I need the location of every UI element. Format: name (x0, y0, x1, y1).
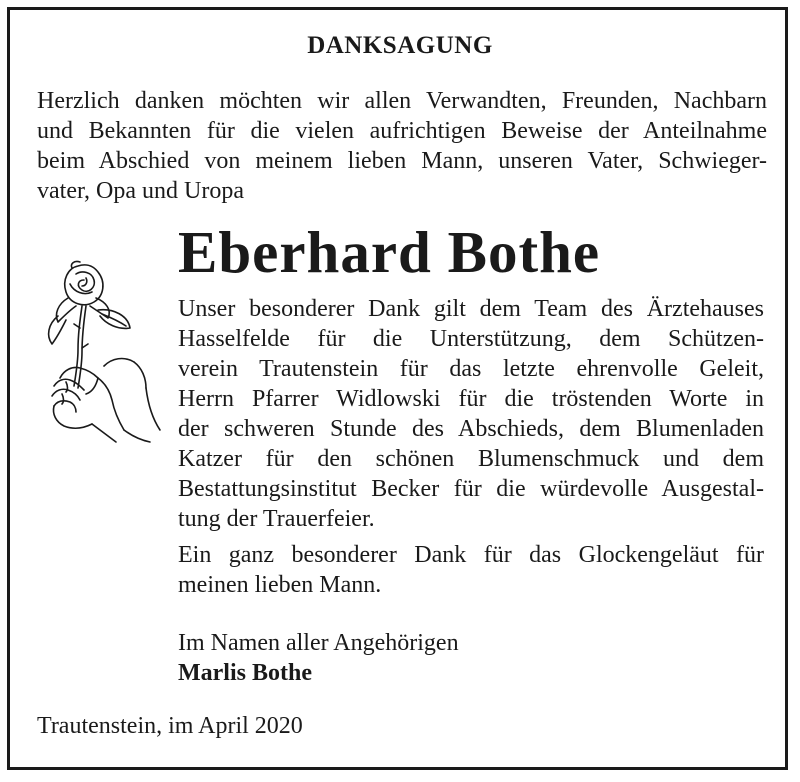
thanks-line: Hasselfelde für die Unterstützung, dem Schützen- (178, 326, 764, 352)
thanks-line: Unser besonderer Dank gilt dem Team des Ärztehauses (178, 296, 764, 322)
intro-line: vater, Opa und Uropa (37, 178, 244, 204)
deceased-name: Eberhard Bothe (178, 219, 601, 285)
bell-thanks-paragraph (178, 540, 764, 600)
thanks-line: Herrn Pfarrer Widlowski für die tröstenden Worte in (178, 386, 764, 412)
bell-line: meinen lieben Mann. (178, 572, 382, 598)
intro-line: und Bekannten für die vielen aufrichtigen Beweise der Anteilnahme (37, 118, 767, 144)
thanks-line: tung der Trauerfeier. (178, 506, 375, 532)
intro-paragraph (37, 86, 767, 206)
signoff-text: Im Namen aller Angehörigen (178, 630, 459, 656)
signer-name: Marlis Bothe (178, 660, 312, 686)
bell-line: Ein ganz besonderer Dank für das Glockengeläut für (178, 542, 764, 568)
thanks-line: verein Trautenstein für das letzte ehrenvolle Geleit, (178, 356, 764, 382)
thanks-line: Bestattungsinstitut Becker für die würdevolle Ausgestal- (178, 476, 764, 502)
intro-line: Herzlich danken möchten wir allen Verwandten, Freunden, Nachbarn (37, 88, 767, 114)
thanks-line: der schweren Stunde des Abschieds, dem Blumenladen (178, 416, 764, 442)
thanks-paragraph (178, 294, 764, 534)
notice-heading: DANKSAGUNG (307, 32, 493, 59)
intro-line: beim Abschied von meinem lieben Mann, unseren Vater, Schwieger- (37, 148, 767, 174)
place-date: Trautenstein, im April 2020 (37, 713, 303, 739)
thanks-line: Katzer für den schönen Blumenschmuck und dem (178, 446, 764, 472)
signoff-block (178, 628, 459, 688)
rose-in-hand-icon (40, 258, 170, 448)
